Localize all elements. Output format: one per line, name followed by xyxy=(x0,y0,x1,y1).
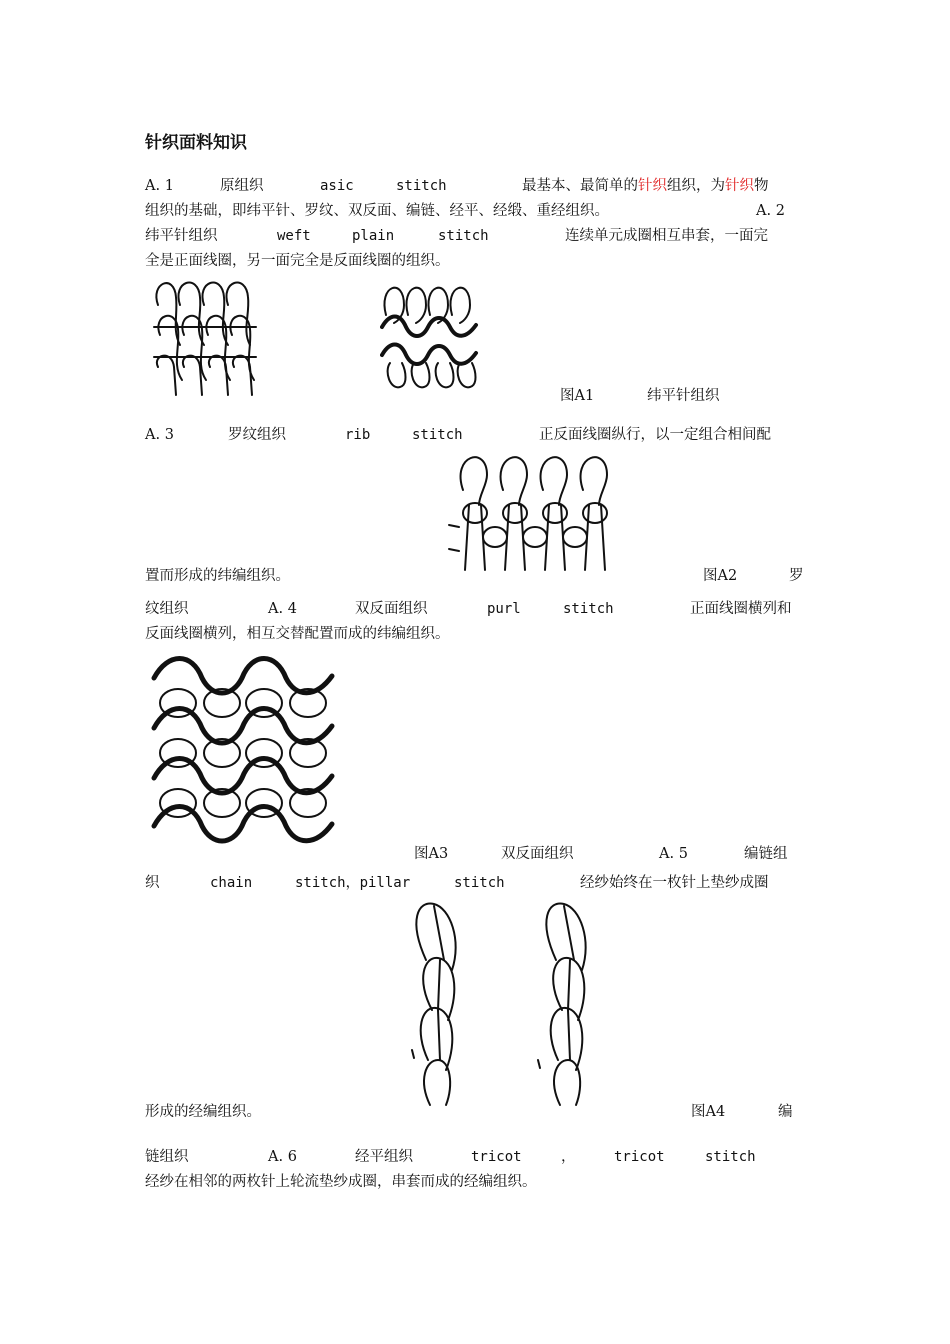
a1-highlight-2: 针织 xyxy=(725,178,754,194)
a4-code: A. 4 xyxy=(268,601,297,617)
a5-name-b: 织 xyxy=(145,875,160,891)
fig-a4-label-a: 编 xyxy=(778,1104,793,1120)
weft-plain-back-figure xyxy=(380,275,480,395)
fig-a2-label-a: 罗 xyxy=(789,568,804,584)
rib-stitch-figure xyxy=(445,445,625,575)
a1-en-2: stitch xyxy=(396,178,447,194)
a6-desc-1: 经纱在相邻的两枚针上轮流垫纱成圈，串套而成的经编组织。 xyxy=(145,1174,537,1190)
a1-desc-post: 物 xyxy=(754,178,769,194)
a1-en-1: asic xyxy=(320,178,354,194)
fig-a3-code: 图A3 xyxy=(414,846,449,862)
page-title: 针织面料知识 xyxy=(145,133,247,153)
a2-desc-2: 全是正面线圈，另一面完全是反面线圈的组织。 xyxy=(145,253,450,269)
a3-en-2: stitch xyxy=(412,427,463,443)
a5-desc-1: 经纱始终在一枚针上垫纱成圈 xyxy=(580,875,769,891)
a4-en-1: purl xyxy=(487,601,521,617)
a5-desc-2: 形成的经编组织。 xyxy=(145,1104,261,1120)
a4-name: 双反面组织 xyxy=(355,601,428,617)
a2-desc-1: 连续单元成圈相互串套，一面完 xyxy=(565,228,768,244)
a1-name: 原组织 xyxy=(220,178,264,194)
a6-code: A. 6 xyxy=(268,1149,297,1165)
a5-en-1: chain xyxy=(210,875,253,891)
a1-desc-pre: 最基本、最简单的 xyxy=(522,178,638,194)
weft-plain-front-figure xyxy=(150,275,260,400)
a5-code: A. 5 xyxy=(659,846,688,862)
a1-code: A. 1 xyxy=(145,178,174,194)
a5-en-3: stitch xyxy=(454,875,505,891)
a2-en-2: plain xyxy=(352,228,395,244)
a2-name: 纬平针组织 xyxy=(145,228,218,244)
a4-desc-1: 正面线圈横列和 xyxy=(690,601,792,617)
a6-en-3: stitch xyxy=(705,1149,756,1165)
fig-a4-label-b: 链组织 xyxy=(145,1149,189,1165)
a2-en-1: weft xyxy=(277,228,311,244)
fig-a3-label: 双反面组织 xyxy=(501,846,574,862)
fig-a4-code: 图A4 xyxy=(691,1104,726,1120)
a2-en-3: stitch xyxy=(438,228,489,244)
fig-a1-label: 纬平针组织 xyxy=(647,388,720,404)
a3-en-1: rib xyxy=(345,427,371,443)
fig-a2-code: 图A2 xyxy=(703,568,738,584)
chain-stitch-figure xyxy=(408,900,608,1110)
a4-en-2: stitch xyxy=(563,601,614,617)
fig-a2-label-b: 纹组织 xyxy=(145,601,189,617)
a3-name: 罗纹组织 xyxy=(228,427,286,443)
a1-highlight-1: 针织 xyxy=(638,178,667,194)
a1-description xyxy=(522,176,769,196)
a1-line-2: 组织的基础，即纬平针、罗纹、双反面、编链、经平、经缎、重经组织。 xyxy=(145,203,609,219)
purl-stitch-figure xyxy=(148,648,338,853)
a5-en-2: stitch，pillar xyxy=(295,875,411,891)
a6-en-2: tricot xyxy=(614,1149,665,1165)
a6-comma: ， xyxy=(561,1149,576,1165)
a3-desc-2: 置而形成的纬编组织。 xyxy=(145,568,290,584)
a6-name: 经平组织 xyxy=(355,1149,413,1165)
a3-code: A. 3 xyxy=(145,427,174,443)
a2-code: A. 2 xyxy=(756,203,785,219)
a6-en-1: tricot xyxy=(471,1149,522,1165)
a1-desc-mid: 组织，为 xyxy=(667,178,725,194)
a5-name-a: 编链组 xyxy=(744,846,788,862)
a3-desc-1: 正反面线圈纵行，以一定组合相间配 xyxy=(539,427,771,443)
a4-desc-2: 反面线圈横列，相互交替配置而成的纬编组织。 xyxy=(145,626,450,642)
fig-a1-code: 图A1 xyxy=(560,388,595,404)
